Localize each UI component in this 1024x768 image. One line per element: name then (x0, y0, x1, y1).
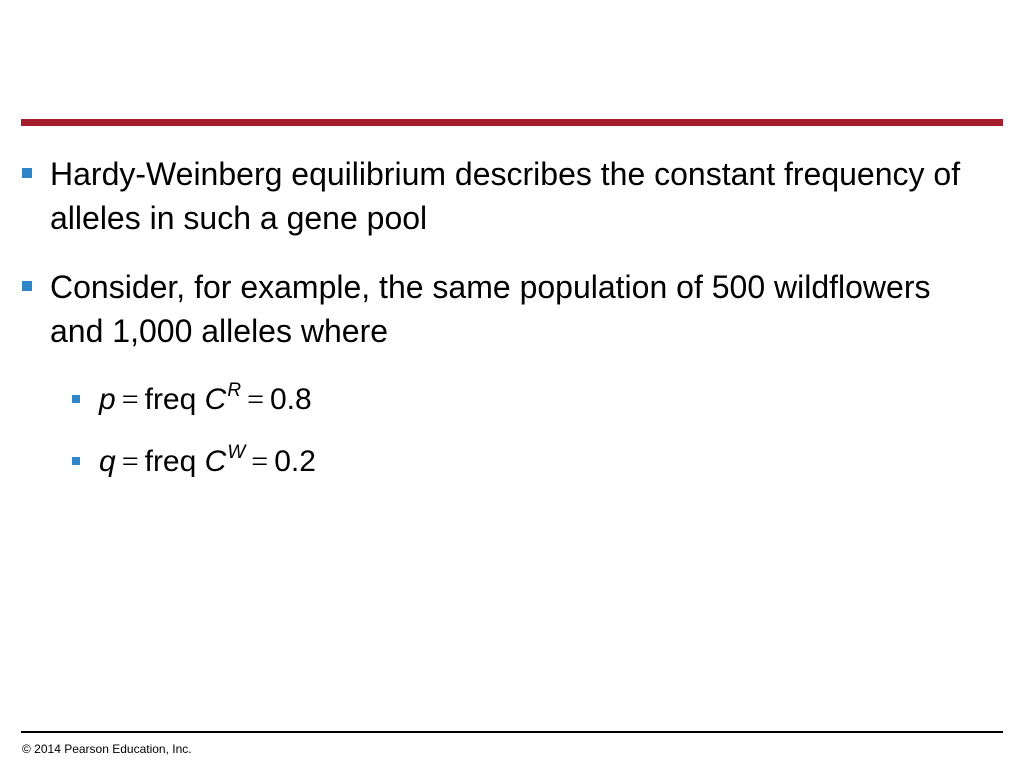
square-bullet-icon (72, 457, 80, 465)
variable-symbol: p (99, 383, 116, 416)
equals-sign: = (251, 445, 269, 478)
frequency-value: 0.2 (274, 445, 316, 478)
allele-superscript: R (227, 380, 242, 401)
footer-divider-rule (21, 731, 1003, 733)
allele-symbol: C (204, 383, 227, 416)
copyright-notice: © 2014 Pearson Education, Inc. (22, 742, 192, 756)
frequency-value: 0.8 (269, 383, 312, 416)
variable-symbol: q (99, 445, 116, 478)
square-bullet-icon (22, 281, 32, 291)
equation-p (99, 378, 312, 426)
equation-q (99, 440, 316, 488)
freq-label: freq (144, 445, 197, 478)
equals-sign: = (247, 383, 264, 416)
allele-symbol: C (204, 445, 227, 478)
square-bullet-icon (72, 395, 80, 403)
bullet-text: Hardy-Weinberg equilibrium describes the constant frequency of alleles in such a gene pool (50, 156, 961, 236)
bullet-text: Consider, for example, the same population of 500 wildflowers and 1,000 alleles where (50, 269, 931, 349)
sub-bullet-item (72, 440, 672, 484)
square-bullet-icon (22, 168, 32, 178)
sub-bullet-item (72, 378, 672, 422)
allele-superscript: W (227, 442, 246, 463)
bullet-item (22, 265, 962, 355)
equals-sign: = (121, 445, 139, 478)
equals-sign: = (121, 383, 139, 416)
bullet-item (22, 152, 962, 242)
freq-label: freq (144, 383, 197, 416)
